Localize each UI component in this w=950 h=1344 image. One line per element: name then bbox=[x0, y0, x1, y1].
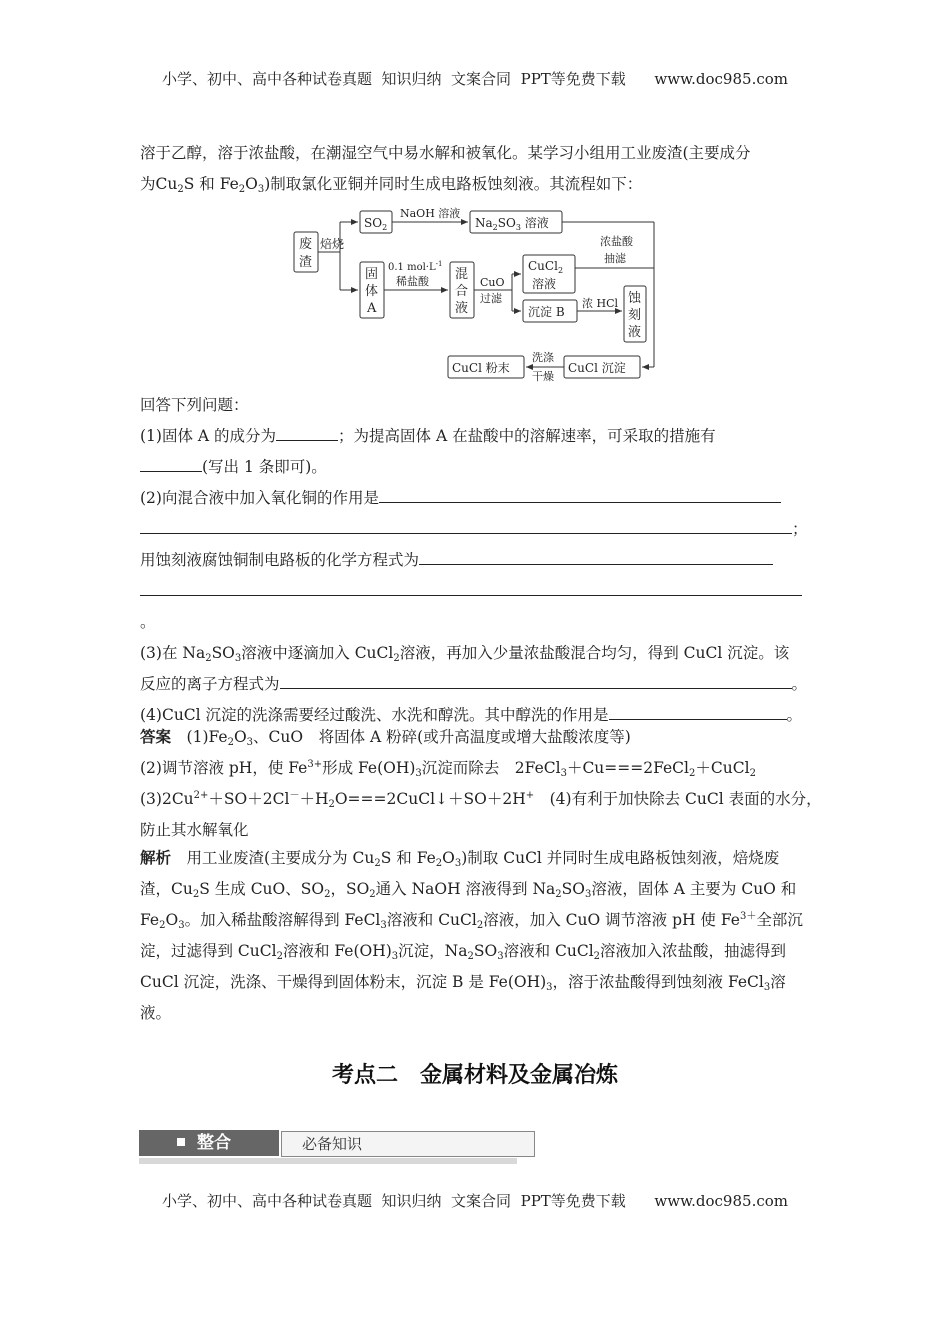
flow-conc-hcl-top: 浓盐酸 bbox=[600, 235, 633, 248]
flow-etch-1: 蚀 bbox=[628, 291, 642, 306]
intro-line-2: 为$Cu_2S$ 和 $Fe_2O_3$)制取氯化亚铜并同时生成电路板蚀刻液。其流程如下： bbox=[140, 175, 643, 195]
banner-right: 必备知识 bbox=[281, 1131, 535, 1157]
flow-cucl2-solution: 溶液 bbox=[532, 277, 557, 291]
question-2b-period: 。 bbox=[140, 613, 156, 631]
flow-etch-2: 刻 bbox=[628, 308, 642, 323]
flow-etch-3: 液 bbox=[628, 325, 642, 340]
q1-blank-2[interactable] bbox=[140, 453, 202, 472]
flow-mixed-1: 混 bbox=[455, 267, 469, 282]
q4-blank[interactable] bbox=[609, 701, 787, 720]
flow-acid-conc: 0.1 $mol\cdot L^{-1}$ bbox=[388, 260, 443, 273]
answer-label: 答案 bbox=[140, 728, 172, 746]
question-1: (1)固体 A 的成分为 ；为提高固体 A 在盐酸中的溶解速率，可采取的措施有 bbox=[140, 421, 820, 452]
square-bullet-icon bbox=[177, 1138, 185, 1146]
flow-dry: 干燥 bbox=[532, 370, 554, 383]
answer-3: $(3)2Cu^{2+}+SO+2Cl^-+H_2O===2CuCl↓+SO+2H^+$ (4)有利于加快除去 CuCl 表面的水分， bbox=[140, 790, 822, 810]
flow-na2so3: $Na_2SO_3$ 溶液 bbox=[475, 216, 549, 232]
question-2b-cont bbox=[140, 576, 820, 607]
flow-dilute-hcl: 稀盐酸 bbox=[396, 275, 429, 288]
answer-block bbox=[140, 722, 820, 846]
banner-underline bbox=[139, 1158, 517, 1164]
question-3-cont: 反应的离子方程式为 。 bbox=[140, 669, 820, 700]
flow-roast: 焙烧 bbox=[320, 237, 345, 251]
analysis-block bbox=[140, 843, 820, 1029]
flow-cucl-ppt: CuCl 沉淀 bbox=[568, 361, 626, 375]
analysis-1: 解析 用工业废渣(主要成分为 $Cu_2S$ 和 $Fe_2O_3$)制取 CuCl 并同时生成电路板蚀刻液，焙烧废 bbox=[140, 849, 780, 869]
q1-blank-1[interactable] bbox=[276, 422, 338, 441]
analysis-6: 液。 bbox=[140, 1004, 172, 1022]
flow-cucl-powder: CuCl 粉末 bbox=[452, 361, 510, 375]
analysis-label: 解析 bbox=[140, 849, 172, 867]
section-title: 考点二 金属材料及金属冶炼 bbox=[331, 1063, 618, 1088]
q2-blank-1[interactable] bbox=[379, 484, 781, 503]
banner-left: 整合 bbox=[139, 1130, 279, 1156]
answer-4: 防止其水解氧化 bbox=[140, 821, 249, 839]
analysis-4: 淀，过滤得到 CuCl$_2$溶液和 $Fe(OH)_3$沉淀，$Na_2SO_3$溶液和 CuCl$_2$溶液加入浓盐酸，抽滤得到 bbox=[140, 942, 787, 962]
section-banner bbox=[139, 1130, 517, 1160]
analysis-2: 渣，$Cu_2S$ 生成 CuO、$SO_2$，$SO_2$通入 NaOH 溶液得到 $Na_2SO_3$溶液，固体 A 主要为 CuO 和 bbox=[140, 880, 797, 900]
analysis-5: CuCl 沉淀，洗涤、干燥得到固体粉末，沉淀 B 是 $Fe(OH)_3$，溶于浓盐酸得到蚀刻液 FeCl$_3$溶 bbox=[140, 973, 786, 993]
q3-blank[interactable] bbox=[280, 670, 792, 689]
questions-block bbox=[140, 390, 820, 731]
q2-blank-3[interactable] bbox=[419, 546, 773, 565]
intro-paragraph bbox=[140, 138, 820, 200]
flow-cucl2: CuCl$_2$ bbox=[528, 259, 564, 275]
question-2b: 用蚀刻液腐蚀铜制电路板的化学方程式为 bbox=[140, 545, 820, 576]
flow-solid-3: A bbox=[367, 301, 377, 316]
flow-cuo: CuO bbox=[480, 276, 505, 289]
flow-waste-2: 渣 bbox=[299, 255, 313, 270]
intro-line-1: 溶于乙醇，溶于浓盐酸，在潮湿空气中易水解和被氧化。某学习小组用工业废渣(主要成分 bbox=[140, 144, 751, 162]
questions-intro: 回答下列问题： bbox=[140, 396, 249, 414]
q2-blank-4[interactable] bbox=[140, 577, 802, 596]
question-4: (4)CuCl 沉淀的洗涤需要经过酸洗、水洗和醇洗。其中醇洗的作用是 。 bbox=[140, 700, 820, 731]
page-footer: 小学、初中、高中各种试卷真题 知识归纳 文案合同 PPT等免费下载 www.doc985.com bbox=[161, 1192, 788, 1210]
flow-solid-1: 固 bbox=[365, 267, 379, 282]
flow-mixed-2: 合 bbox=[455, 284, 469, 299]
question-1-cont: (写出 1 条即可)。 bbox=[140, 452, 820, 483]
flow-suction: 抽滤 bbox=[604, 252, 626, 265]
flow-conc-hcl: 浓 HCl bbox=[582, 297, 619, 310]
answer-2: (2)调节溶液 pH，使 $Fe^{3+}$形成 $Fe(OH)_3$沉淀而除去 2FeCl$_3$＋Cu===2FeCl$_2$＋CuCl$_2$ bbox=[140, 759, 756, 779]
flow-solid-2: 体 bbox=[365, 284, 379, 299]
question-3: (3)在 $Na_2SO_3$溶液中逐滴加入 CuCl$_2$溶液，再加入少量浓盐酸混合均匀，得到 CuCl 沉淀。该 bbox=[140, 644, 790, 664]
flow-naoh: NaOH 溶液 bbox=[400, 207, 461, 220]
flow-ppt-b: 沉淀 B bbox=[528, 305, 565, 319]
flow-wash: 洗涤 bbox=[532, 351, 554, 364]
q2-blank-2[interactable] bbox=[140, 515, 792, 534]
flow-waste-1: 废 bbox=[299, 237, 313, 252]
flow-mixed-3: 液 bbox=[455, 301, 469, 316]
flow-so2: $SO_2$ bbox=[364, 216, 388, 232]
flow-filter: 过滤 bbox=[480, 292, 502, 305]
question-2: (2)向混合液中加入氧化铜的作用是 bbox=[140, 483, 820, 514]
page-header: 小学、初中、高中各种试卷真题 知识归纳 文案合同 PPT等免费下载 www.doc985.com bbox=[161, 70, 788, 88]
analysis-3: $Fe_2O_3$。加入稀盐酸溶解得到 FeCl$_3$溶液和 CuCl$_2$溶液，加入 CuO 调节溶液 pH 使 $Fe^{3+}$全部沉 bbox=[140, 911, 803, 931]
process-flow-diagram bbox=[290, 200, 670, 385]
answer-1: 答案 $(1)Fe_2O_3$、CuO 将固体 A 粉碎(或升高温度或增大盐酸浓度等) bbox=[140, 728, 631, 748]
question-2-cont: ； bbox=[140, 514, 820, 545]
